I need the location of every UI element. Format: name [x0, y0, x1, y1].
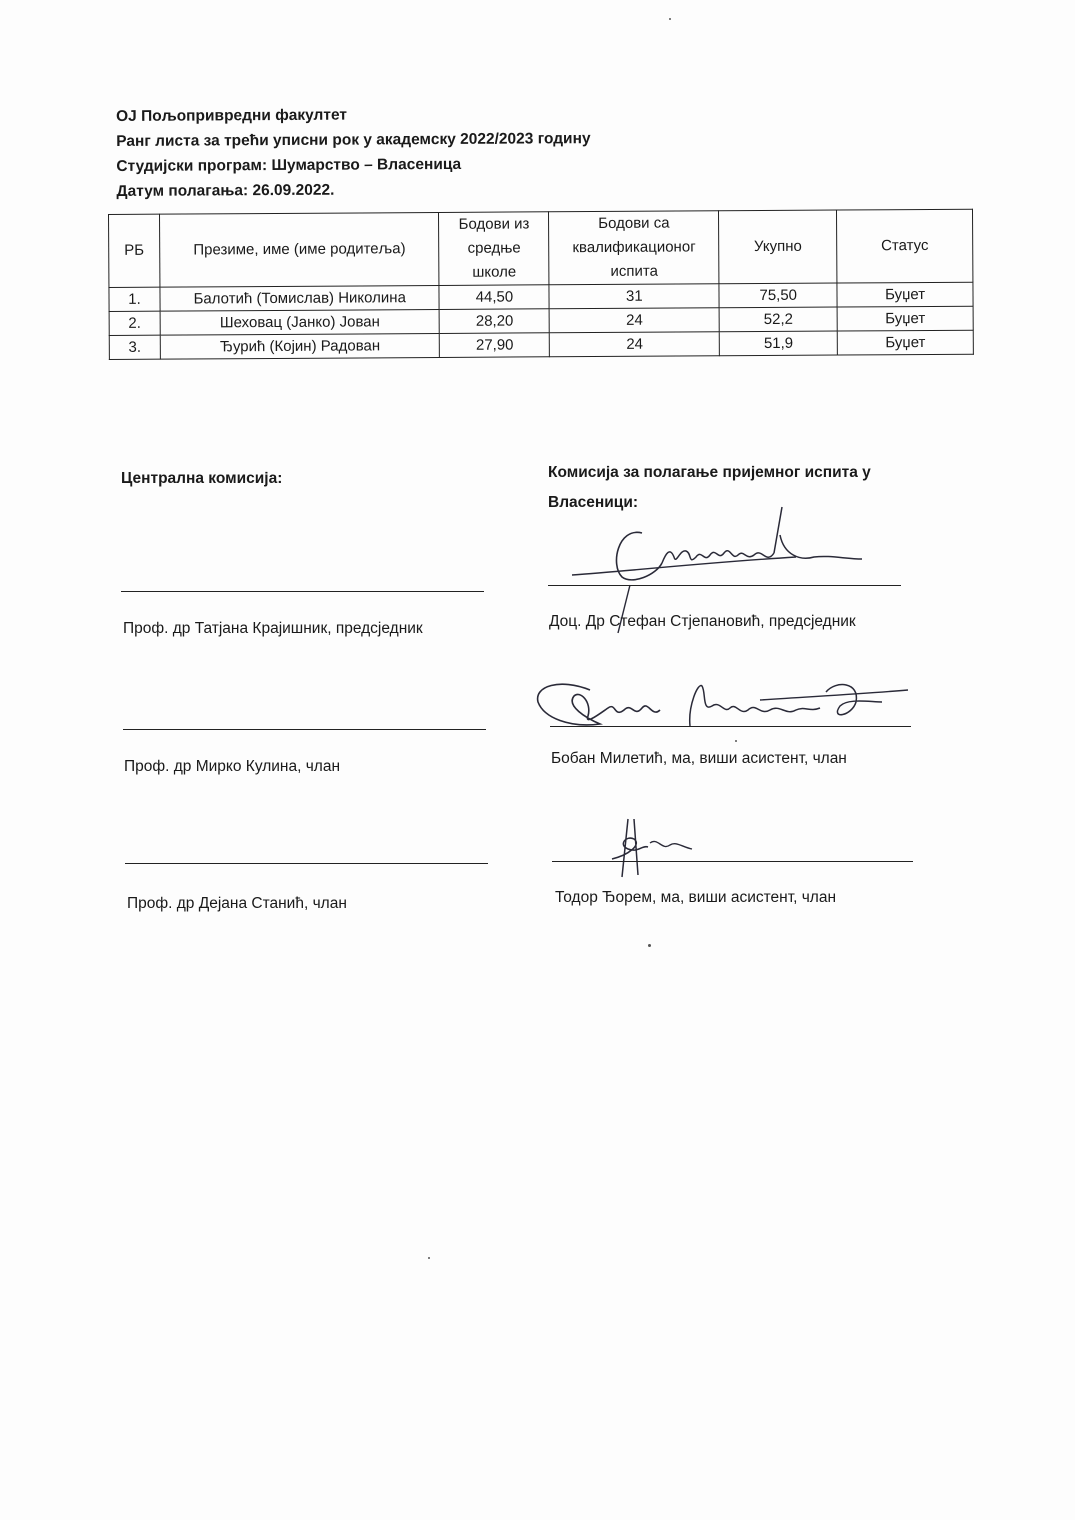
cell-rb: 3. [109, 335, 160, 359]
signature-line-exam-2 [550, 726, 911, 727]
ranking-table [108, 209, 974, 360]
cell-exam-points: 24 [550, 332, 720, 357]
scan-speck [428, 1257, 430, 1259]
table-header-row [109, 209, 973, 287]
cell-status: Буџет [837, 306, 973, 331]
signature-line-exam-1 [548, 585, 901, 586]
cell-school-points: 28,20 [440, 309, 550, 334]
exam-member-1: Доц. Др Стефан Стјепановић, предсједник [549, 613, 856, 630]
cell-school-points: 27,90 [440, 333, 550, 358]
column-header-status: Статус [837, 209, 973, 283]
cell-school-points: 44,50 [439, 285, 549, 310]
cell-total: 51,9 [720, 331, 838, 356]
faculty-name: ОЈ Пољопривредни факултет [116, 106, 348, 125]
scan-speck [669, 18, 671, 20]
exam-member-2: Бобан Милетић, ма, виши асистент, члан [551, 750, 847, 767]
cell-name: Балотић (Томислав) Николина [160, 285, 440, 311]
document-title: Ранг листа за трећи уписни рок у академску 2022/2023 годину [116, 130, 591, 150]
signature-djorem [598, 815, 708, 885]
cell-status: Буџет [837, 282, 973, 307]
scan-speck [648, 944, 651, 947]
column-header-exam-points: Бодови са квалификационог испита [549, 211, 719, 285]
cell-total: 52,2 [719, 307, 837, 332]
cell-name: Ђурић (Којин) Радован [160, 333, 440, 359]
cell-rb: 1. [109, 287, 160, 311]
signature-line-exam-3 [552, 861, 913, 862]
central-member-2: Проф. др Мирко Кулина, члан [124, 758, 341, 775]
document-header [116, 101, 591, 204]
signature-line-central-1 [121, 591, 484, 592]
cell-name: Шеховац (Јанко) Јован [160, 309, 440, 335]
cell-status: Буџет [837, 330, 973, 355]
signature-line-central-2 [123, 729, 486, 730]
study-program: Студијски програм: Шумарство – Власеница [116, 155, 462, 175]
central-commission-title: Централна комисија: [121, 470, 283, 487]
exam-commission-title: Комисија за полагање пријемног испита у Власеници: [548, 464, 871, 511]
exam-date: Датум полагања: 26.09.2022. [116, 181, 335, 200]
scan-speck [735, 740, 737, 742]
central-member-1: Проф. др Татјана Крајишник, предсједник [123, 620, 423, 637]
column-header-school-points: Бодови из средње школе [439, 212, 549, 286]
exam-member-3: Тодор Ђорем, ма, виши асистент, члан [555, 889, 837, 906]
central-member-3: Проф. др Дејана Станић, члан [127, 895, 347, 912]
column-header-name: Презиме, име (име родитеља) [159, 212, 439, 287]
cell-total: 75,50 [719, 283, 837, 308]
cell-exam-points: 31 [549, 284, 719, 309]
signature-line-central-3 [125, 863, 488, 864]
cell-exam-points: 24 [549, 308, 719, 333]
signature-miletic [530, 672, 920, 744]
column-header-rb: РБ [109, 214, 160, 287]
column-header-total: Укупно [719, 210, 837, 284]
table-row [109, 330, 973, 359]
cell-rb: 2. [109, 311, 160, 335]
